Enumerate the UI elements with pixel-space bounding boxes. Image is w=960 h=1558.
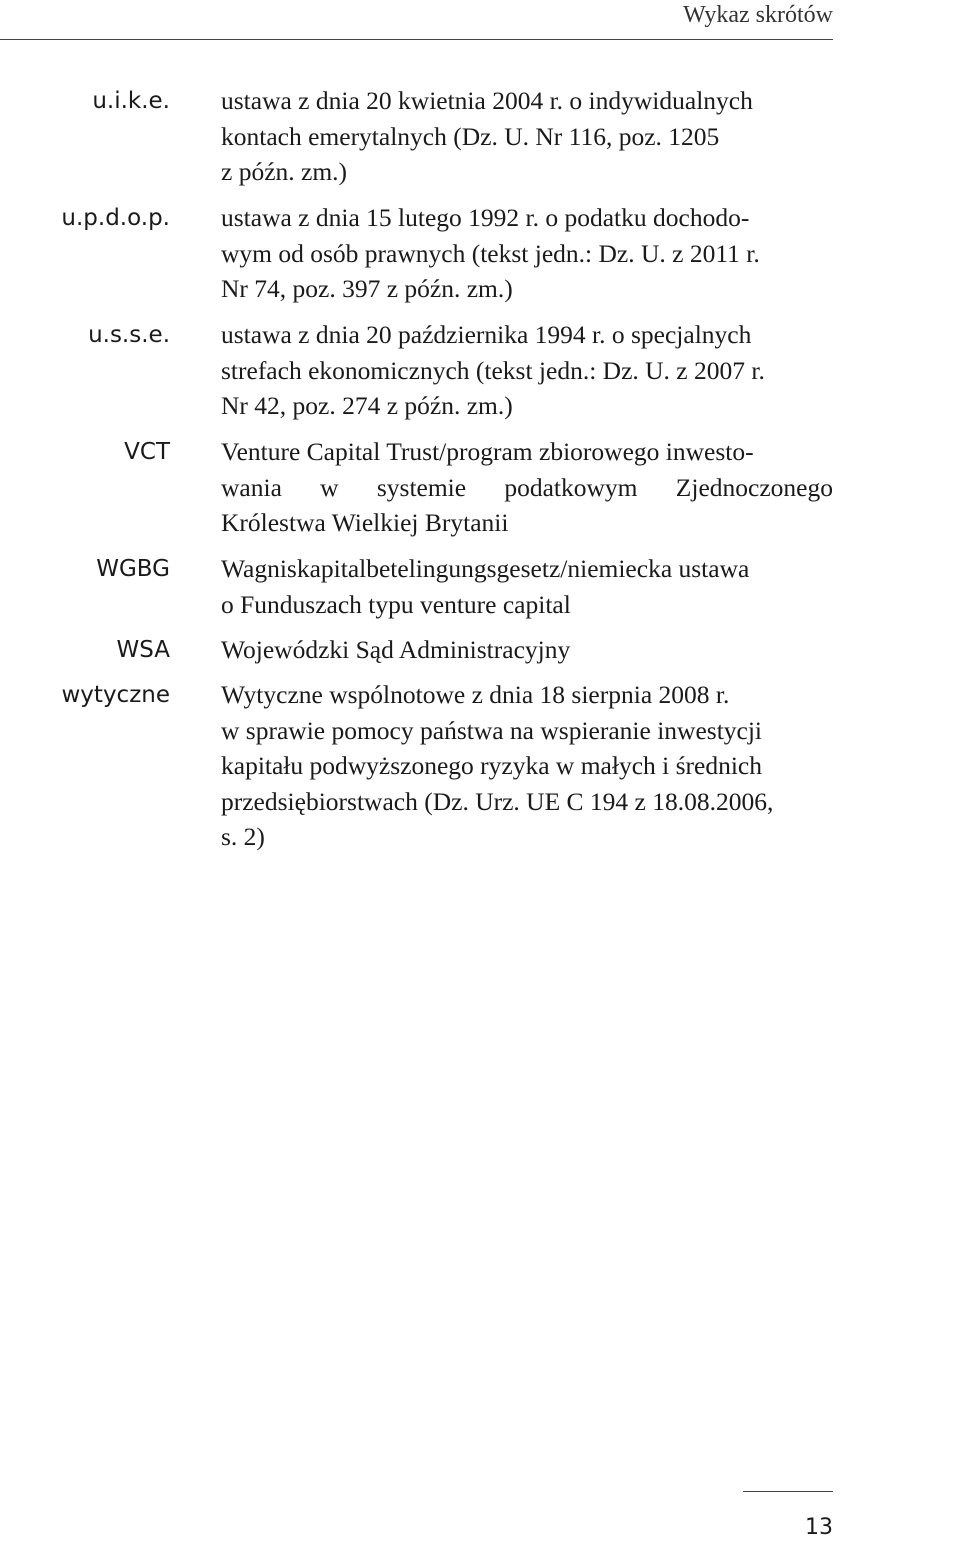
header-rule [0, 39, 833, 40]
definition-line: kontach emerytalnych (Dz. U. Nr 116, poz. 1205 [221, 121, 720, 151]
abbreviation-term: u.s.s.e. [88, 322, 170, 348]
definition-line: o Funduszach typu venture capital [221, 589, 571, 619]
definition-line-text: ustawa z dnia 20 kwietnia 2004 r. o indywidualnych [221, 86, 753, 115]
definition-line [221, 83, 833, 119]
abbreviation-definition [221, 434, 833, 541]
abbreviation-definition [221, 317, 833, 424]
definition-word: w [320, 472, 339, 502]
abbreviation-definition [221, 200, 833, 307]
definition-word: wania [221, 472, 282, 502]
definition-line: Wagniskapitalbetelingungsgesetz/niemiecka ustawa [221, 554, 750, 583]
definition-line: z późn. zm.) [221, 157, 348, 186]
abbreviation-definition [221, 677, 833, 855]
abbreviation-definition [221, 551, 833, 622]
abbreviation-term: u.p.d.o.p. [61, 205, 170, 231]
definition-line: kapitału podwyższonego ryzyka w małych i średnich [221, 751, 763, 780]
abbreviation-term: u.i.k.e. [92, 88, 170, 114]
definition-word: Zjednoczonego [675, 472, 833, 502]
abbreviation-term: WGBG [96, 556, 170, 582]
definition-word: podatkowym [504, 472, 638, 502]
definition-line: Królestwa Wielkiej Brytanii [221, 508, 509, 537]
abbreviation-term: VCT [124, 439, 170, 465]
definition-line: wym od osób prawnych (tekst jedn.: Dz. U. z 2011 r. [221, 238, 760, 268]
definition-line: przedsiębiorstwach (Dz. Urz. UE C 194 z 18.08.2006, [221, 786, 774, 816]
definition-line: Wytyczne wspólnotowe z dnia 18 sierpnia 2008 r. [221, 680, 730, 709]
definition-line: w sprawie pomocy państwa na wspieranie inwestycji [221, 715, 763, 745]
footer-rule [743, 1491, 833, 1492]
definition-line: Venture Capital Trust/program zbiorowego inwesto- [221, 437, 754, 466]
definition-line: ustawa z dnia 15 lutego 1992 r. o podatku dochodo- [221, 203, 750, 232]
abbreviation-term: WSA [116, 637, 170, 663]
definition-line: s. 2) [221, 822, 265, 851]
page-number: 13 [805, 1515, 833, 1540]
abbreviation-definition [221, 632, 833, 668]
definition-line [221, 470, 833, 506]
abbreviation-definition [221, 83, 833, 190]
definition-word: systemie [376, 472, 467, 502]
running-head: Wykaz skrótów [683, 2, 833, 28]
definition-line: strefach ekonomicznych (tekst jedn.: Dz. U. z 2007 r. [221, 355, 765, 385]
definition-line: Nr 74, poz. 397 z późn. zm.) [221, 274, 513, 303]
definition-line: Wojewódzki Sąd Administracyjny [221, 635, 571, 664]
definition-line: ustawa z dnia 20 października 1994 r. o specjalnych [221, 320, 752, 349]
abbreviation-term: wytyczne [61, 682, 170, 708]
definition-line: Nr 42, poz. 274 z późn. zm.) [221, 391, 513, 420]
